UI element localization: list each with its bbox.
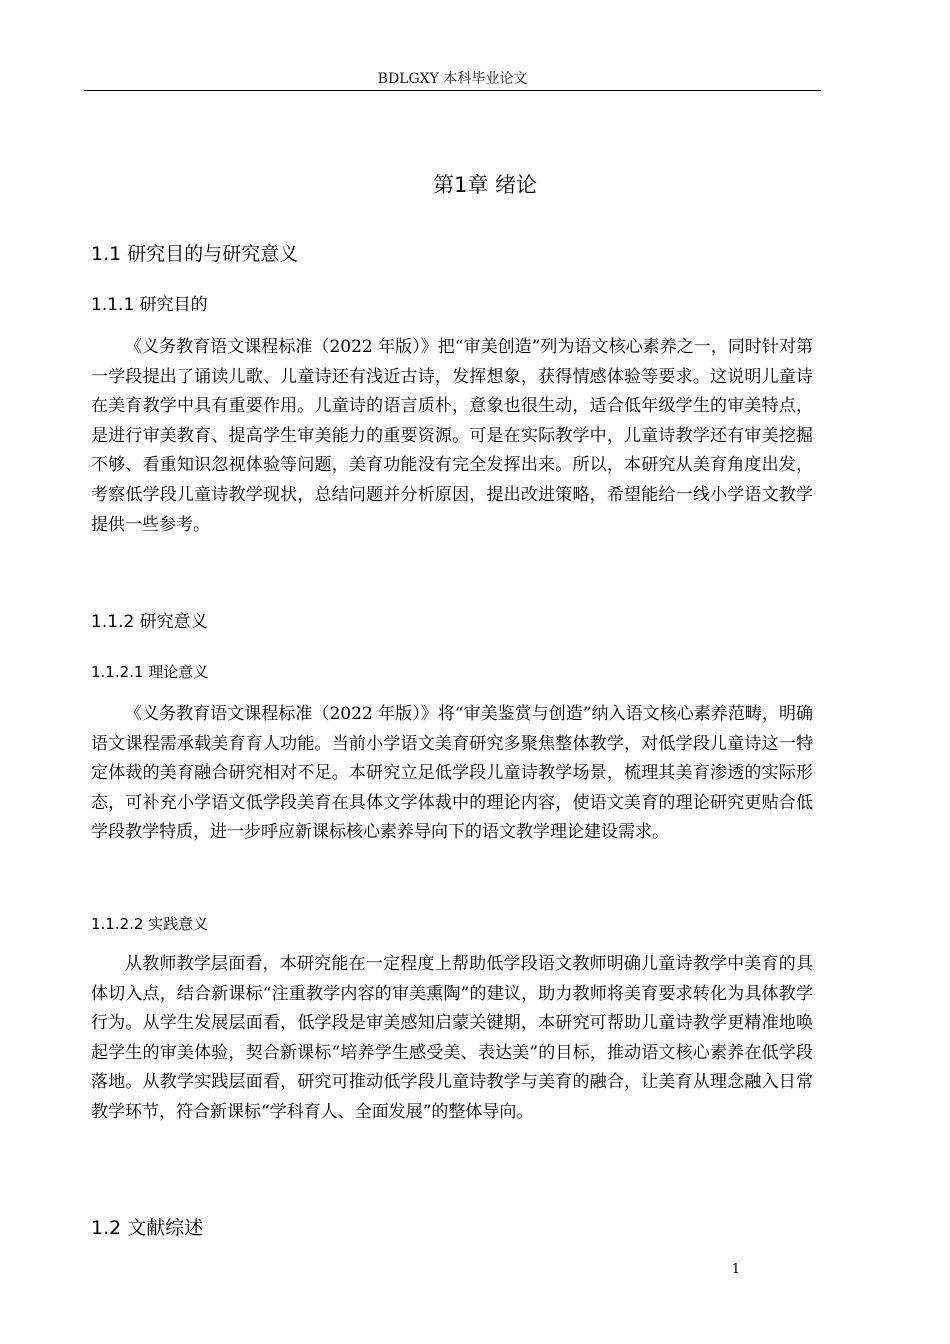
section-heading-1-1-2-1: 1.1.2.1 理论意义 [91, 663, 209, 681]
header-divider [84, 90, 821, 91]
section-heading-1-1-2: 1.1.2 研究意义 [91, 612, 208, 632]
paragraph-research-purpose: 《义务教育语文课程标准（2022 年版）》把“审美创造”列为语文核心素养之一，同时针对第一学段提出了诵读儿歌、儿童诗还有浅近古诗，发挥想象，获得情感体验等要求。这说明儿童诗在美育教学中具有重要作用。儿童诗的语言质朴，意象也很生动，适合低年级学生的审美特点，是进行审美教育、提高学生审美能力的重要资源。可是在实际教学中，儿童诗教学还有审美挖掘不够、看重知识忽视体验等问题，美育功能没有完全发挥出来。所以，本研究从美育角度出发，考察低学段儿童诗教学现状，总结问题并分析原因，提出改进策略，希望能给一线小学语文教学提供一些参考。 [91, 337, 813, 535]
page-number: 1 [731, 1262, 740, 1277]
section-heading-1-1-2-2: 1.1.2.2 实践意义 [91, 915, 209, 933]
section-heading-1-1-1: 1.1.1 研究目的 [91, 295, 208, 315]
section-heading-1-2: 1.2 文献综述 [91, 1217, 204, 1239]
paragraph-theoretical-significance: 《义务教育语文课程标准（2022 年版）》将“审美鉴赏与创造”纳入语文核心素养范畴，明确语文课程需承载美育育人功能。当前小学语文美育研究多聚焦整体教学，对低学段儿童诗这一特定体裁的美育融合研究相对不足。本研究立足低学段儿童诗教学场景，梳理其美育渗透的实际形态，可补充小学语文低学段美育在具体文学体裁中的理论内容，使语文美育的理论研究更贴合低学段教学特质，进一步呼应新课标核心素养导向下的语文教学理论建设需求。 [91, 704, 813, 843]
paragraph-practical-significance: 从教师教学层面看，本研究能在一定程度上帮助低学段语文教师明确儿童诗教学中美育的具体切入点，结合新课标“注重教学内容的审美熏陶”的建议，助力教师将美育要求转化为具体教学行为。从学生发展层面看，低学段是审美感知启蒙关键期，本研究可帮助儿童诗教学更精准地唤起学生的审美体验，契合新课标“培养学生感受美、表达美”的目标，推动语文核心素养在低学段落地。从教学实践层面看，研究可推动低学段儿童诗教学与美育的融合，让美育从理念融入日常教学环节，符合新课标“学科育人、全面发展”的整体导向。 [91, 954, 813, 1122]
running-header: BDLGXY 本科毕业论文 [377, 71, 528, 87]
section-heading-1-1: 1.1 研究目的与研究意义 [91, 243, 299, 265]
chapter-title: 第1章 绪论 [432, 173, 538, 197]
